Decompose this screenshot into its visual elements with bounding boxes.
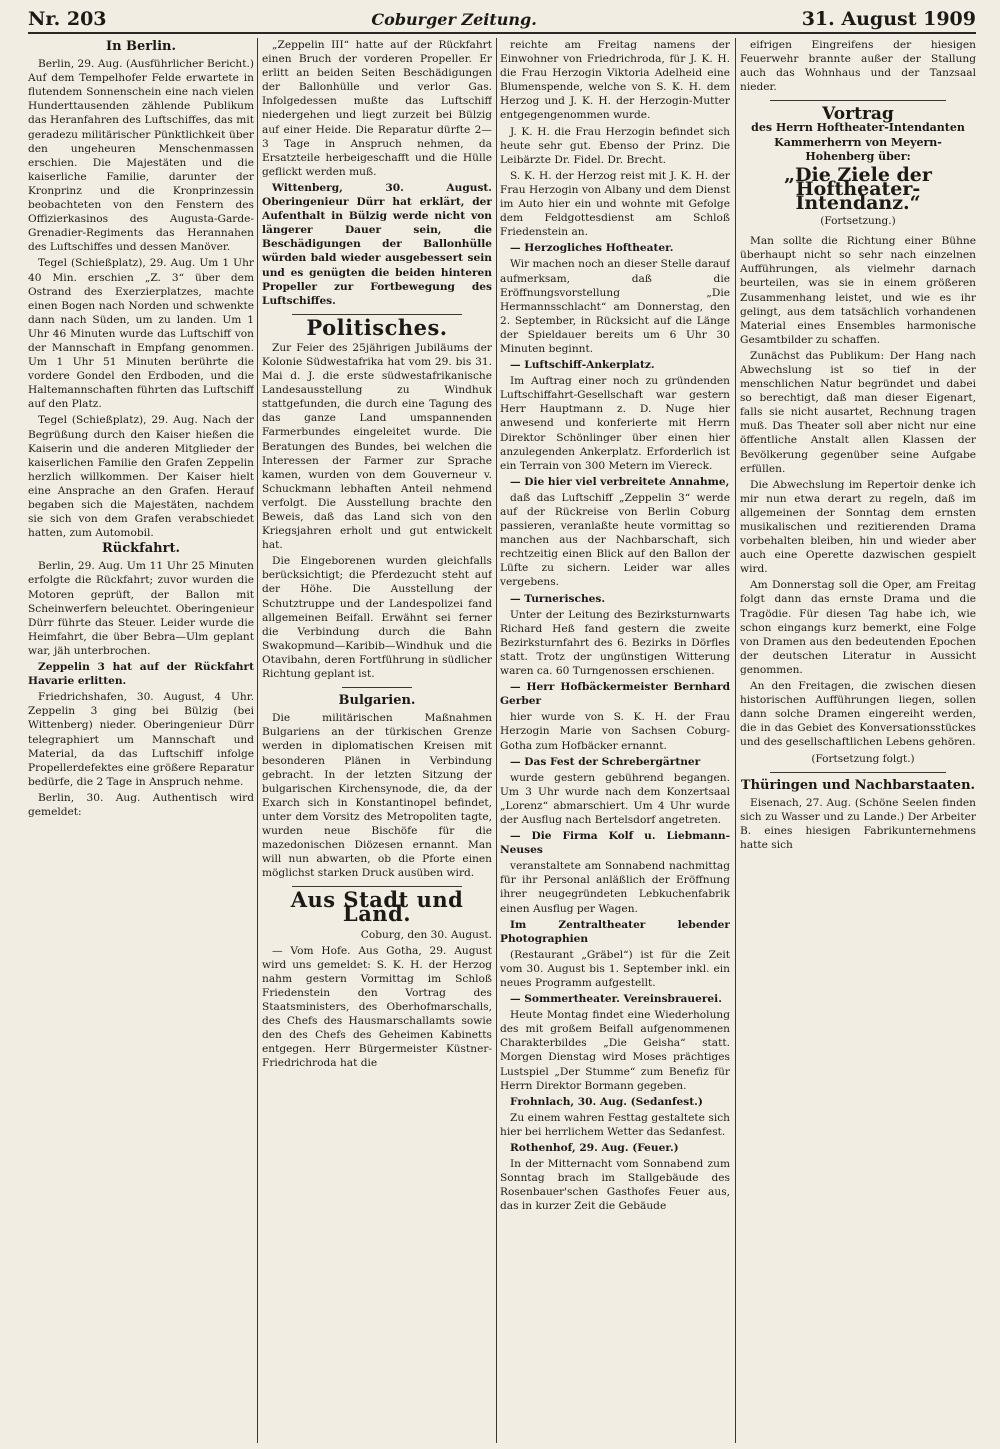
article-paragraph: Tegel (Schießplatz), 29. Aug. Nach der Begrüßung durch den Kaiser hießen die Kaiserin und die anderen Mitglieder der kaiserlichen Familie den Grafen Zeppelin herzlich willkommen. Der Kaiser hielt eine Ansprache an den Grafen. Herauf begaben sich die Majestäten, nachdem sie sich von dem Grafen verabschiedet hatten, zum Automobil. bbox=[28, 414, 254, 540]
section-rule bbox=[342, 687, 412, 688]
bold-headline: — Die Firma Kolf u. Liebmann-Neuses bbox=[500, 830, 730, 857]
continuation-note: (Fortsetzung.) bbox=[820, 215, 896, 228]
article-paragraph: eifrigen Eingreifens der hiesigen Feuerwehr brannte außer der Stallung auch das Wohnhaus und der Tanzsaal nieder. bbox=[740, 39, 976, 94]
article-paragraph: Unter der Leitung des Bezirksturnwarts Richard Heß fand gestern die zweite Bezirksturnfahrt des 6. Bezirks in Dörfles statt. Trotz der ungünstigen Witterung waren ca. 60 Turngenossen erschienen. bbox=[500, 608, 730, 678]
article-paragraph: daß das Luftschiff „Zeppelin 3“ werde auf der Rückreise von Berlin Coburg passieren, veranlaßte heute vormittag so manchen aus der Nachbarschaft, sich rechtzeitig einen Blick auf den Ballon der Lüfte zu sichern. Leider war alles vergebens. bbox=[500, 491, 730, 589]
bold-headline: — Turnerisches. bbox=[510, 592, 606, 605]
article-paragraph: Berlin, 29. Aug. Um 11 Uhr 25 Minuten erfolgte die Rückfahrt; zuvor wurden die Motoren geprüft, der Ballon mit Scheinwerfern beleuchtet. Oberingenieur Dürr führte das Steuer. Leider wurde die Heimfahrt, die über Bebra—Ulm geplant war, jäh unterbrochen. bbox=[28, 560, 254, 657]
article-paragraph: Zunächst das Publikum: Der Hang nach Abwechslung ist so tief in der menschlichen Natur begründet und dabei so berechtigt, daß man dieser Eigenart, falls sie nicht ausartet, Rechnung tragen muß. Das Theater soll aber nicht nur eine öffentliche Anstalt allen Klassen der Bevölkerung gegenüber seine Aufgabe erfüllen. bbox=[740, 349, 976, 475]
article-paragraph: — Vom Hofe. Aus Gotha, 29. August wird uns gemeldet: S. K. H. der Herzog nahm gestern Vormittag im Schloß Friedenstein den Vortrag des Staatsministers, des Oberhofmarschalls, des Chefs des Hausmarschallamts sowie den des Chefs des Geheimen Kabinetts entgegen. Herr Bürgermeister Küstner-Friedrichroda hat die bbox=[262, 944, 492, 1070]
article-paragraph: J. K. H. die Frau Herzogin befindet sich heute sehr gut. Ebenso der Prinz. Die Leibärzte Dr. Fidel. Dr. Brecht. bbox=[500, 125, 730, 166]
bold-headline: Wittenberg, 30. August. Oberingenieur Dürr hat erklärt, der Aufenthalt in Bülzig werde nicht von längerer Dauer sein, die Beschädigungen der Ballonhülle würden bald wieder ausgebessert sein und es genügten die beiden hinteren Propeller zur Fortbewegung des Luftschiffes. bbox=[262, 181, 492, 307]
section-heading: Politisches. bbox=[306, 314, 448, 340]
article-paragraph: In der Mitternacht vom Sonnabend zum Sonntag brach im Stallgebäude des Rosenbauer'schen Gasthofes Feuer aus, das in kurzer Zeit die Gebäude bbox=[500, 1158, 730, 1213]
article-paragraph: reichte am Freitag namens der Einwohner von Friedrichroda, für J. K. H. die Frau Herzogin Viktoria Adelheid eine Blumenspende, welche von S. K. H. dem Herzog und J. K. H. der Herzogin-Mutter entgegengenommen wurde. bbox=[500, 39, 730, 122]
section-heading: Bulgarien. bbox=[338, 693, 416, 709]
column-divider bbox=[735, 38, 736, 1443]
dateline: Coburg, den 30. August. bbox=[360, 928, 492, 941]
header-rule bbox=[28, 32, 976, 34]
column-3 bbox=[500, 38, 730, 1443]
article-paragraph: Die militärischen Maßnahmen Bulgariens an der türkischen Grenze werden in diplomatischen Kreisen mit besonderen Plänen in Verbindung gebracht. In der letzten Sitzung der bulgarischen Kirchensynode, die, da der Exarch sich in Konstantinopel befindet, unter dem Vorsitz des Metropoliten tagte, wurden neue Bischöfe für die mazedonischen Diözesen ernannt. Man will nun abwarten, ob die Pforte einen möglichst starken Druck ausüben wird. bbox=[262, 712, 492, 880]
section-rule bbox=[770, 772, 946, 773]
article-paragraph: Zu einem wahren Festtag gestaltete sich hier bei herrlichem Wetter das Sedanfest. bbox=[500, 1111, 730, 1138]
article-paragraph: wurde gestern gebührend begangen. Um 3 Uhr wurde nach dem Konzertsaal „Lorenz“ abmarschiert. Um 4 Uhr wurde der Ausflug nach Bertelsdorf angetreten. bbox=[500, 771, 730, 826]
column-divider bbox=[257, 38, 258, 1443]
section-heading: Thüringen und Nachbarstaaten. bbox=[740, 777, 976, 793]
lecture-subject: „Die Ziele der Hoftheater-Intendanz.“ bbox=[784, 163, 932, 214]
lecture-header bbox=[740, 104, 976, 228]
page-number: Nr. 203 bbox=[28, 8, 107, 30]
lecture-title: Vortrag bbox=[822, 104, 894, 125]
bold-headline: — Die hier viel verbreitete Annahme, bbox=[510, 475, 730, 488]
bold-headline: — Luftschiff-Ankerplatz. bbox=[510, 359, 655, 372]
bold-headline: Zeppelin 3 hat auf der Rückfahrt Havarie erlitten. bbox=[28, 661, 254, 688]
bold-headline: — Das Fest der Schrebergärtner bbox=[510, 755, 701, 768]
article-paragraph: „Zeppelin III“ hatte auf der Rückfahrt einen Bruch der vorderen Propeller. Er erlitt an beiden Seiten Beschädigungen der Ballonhülle und verlor Gas. Infolgedessen mußte das Luftschiff niedergehen und liegt zurzeit bei Bülzig auf einer Heide. Die Reparatur dürfte 2—3 Tage in Anspruch nehmen, da Ersatzteile herbeigeschafft und die Hülle geflickt werden muß. bbox=[262, 39, 492, 178]
article-paragraph: Eisenach, 27. Aug. (Schöne Seelen finden sich zu Wasser und zu Lande.) Der Arbeiter B. eines hiesigen Fabrikunternehmens hatte sich bbox=[740, 796, 976, 851]
section-heading: In Berlin. bbox=[105, 39, 177, 54]
article-paragraph: Zur Feier des 25jährigen Jubiläums der Kolonie Südwestafrika hat vom 29. bis 31. Mai d. J. die erste südwestafrikanische Landesausstellung zu Windhuk stattgefunden, die durch eine Tagung des das ganze Land umspannenden Farmerbundes eingeleitet wurde. Die Beratungen des Bundes, bei welchen die Interessen der Farmer zur Sprache kamen, wurden von dem Gouverneur v. Schuckmann lebhaften Anteil nehmend verfolgt. Die Ausstellung brachte den Beweis, daß das Land sich von den Kriegsjahren erholt und gut entwickelt hat. bbox=[262, 341, 492, 552]
section-heading: Aus Stadt und Land. bbox=[290, 887, 464, 927]
column-4 bbox=[740, 38, 976, 1443]
continuation-note: (Fortsetzung folgt.) bbox=[811, 752, 915, 765]
article-paragraph: veranstaltete am Sonnabend nachmittag für ihr Personal anläßlich der Eröffnung ihrer neugegründeten Lebkuchenfabrik einen Ausflug per Wagen. bbox=[500, 860, 730, 915]
article-paragraph: Heute Montag findet eine Wiederholung des mit großem Beifall aufgenommenen Charakterbildes „Die Geisha“ statt. Morgen Dienstag wird Moses prächtiges Lustspiel „Der Stumme“ zum Benefiz für Herrn Direktor Bormann gegeben. bbox=[500, 1009, 730, 1092]
bold-headline: Frohnlach, 30. Aug. (Sedanfest.) bbox=[510, 1095, 703, 1108]
article-paragraph: Die Eingeborenen wurden gleichfalls berücksichtigt; die Pferdezucht steht auf der Höhe. Die Ausstellung der Schutztruppe und der Landespolizei fand allgemeinen Beifall. Erwähnt sei ferner die Verbindung durch die Bahn Swakopmund—Karibib—Windhuk und die Otavibahn, deren Fortführung in südlicher Richtung geplant ist. bbox=[262, 555, 492, 681]
article-paragraph: Tegel (Schießplatz), 29. Aug. Um 1 Uhr 40 Min. erschien „Z. 3“ über dem Ostrand des Exerzierplatzes, machte einen Bogen nach Norden und schwenkte dann nach Süden, um zu landen. Um 1 Uhr 46 Minuten wurde das Luftschiff von der Mannschaft in Empfang genommen. Um 1 Uhr 51 Minuten berührte die vordere Gondel den Erdboden, und die Haltemannschaften führten das Luftschiff auf den Platz. bbox=[28, 257, 254, 411]
bold-headline: — Herr Hofbäckermeister Bernhard Gerber bbox=[500, 681, 730, 708]
article-paragraph: Wir machen noch an dieser Stelle darauf aufmerksam, daß die Eröffnungsvorstellung „Die Hermannsschlacht“ am Donnerstag, den 2. September, in Rücksicht auf die Länge der Spieldauer bereits um 6 Uhr 30 Minuten beginnt. bbox=[500, 258, 730, 355]
article-paragraph: Berlin, 29. Aug. (Ausführlicher Bericht.) Auf dem Tempelhofer Felde erwartete in flutendem Sonnenschein eine nach vielen Hunderttausenden zählende Publikum das Heranfahren des Luftschiffes, das mit geradezu militärischer Pünktlichkeit über den ungeheuren Menschenmassen erschien. Die Majestäten und die kaiserliche Familie, darunter der Kronprinz und die Kronprinzessin beobachteten von den Fenstern des Offizierkasinos des Augusta-Garde-Grenadier-Regiments das Herannahen des Luftschiffes und dessen Manöver. bbox=[28, 58, 254, 254]
article-paragraph: Man sollte die Richtung einer Bühne überhaupt nicht so sehr nach einzelnen Aufführungen, als vielmehr darnach beurteilen, was sie in einem größeren Zusammenhang leistet, und wie es ihr gelingt, aus dem tatsächlich vorhandenen Material eines Ensembles harmonische Gesamtbilder zu schaffen. bbox=[740, 235, 976, 346]
bold-headline: — Herzogliches Hoftheater. bbox=[510, 242, 674, 255]
masthead bbox=[28, 6, 976, 32]
article-paragraph: (Restaurant „Gräbel“) ist für die Zeit vom 30. August bis 1. September inkl. ein neues Programm aufgestellt. bbox=[500, 948, 730, 989]
article-paragraph: Im Auftrag einer noch zu gründenden Luftschiffahrt-Gesellschaft war gestern Herr Hauptmann z. D. Nuge hier anwesend und konferierte mit Herrn Direktor Schönlinger über einen hier anzulegenden Ankerplatz. Erforderlich ist ein Terrain von 300 Metern im Viereck. bbox=[500, 375, 730, 472]
article-paragraph: S. K. H. der Herzog reist mit J. K. H. der Frau Herzogin von Albany und dem Dienst im Auto hier ein und wohnte mit Gefolge dem Feldgottesdienst am Schloß Friedenstein an. bbox=[500, 169, 730, 239]
column-2 bbox=[262, 38, 492, 1443]
article-paragraph: hier wurde von S. K. H. der Frau Herzogin Marie von Sachsen Coburg-Gotha zum Hofbäcker ernannt. bbox=[500, 711, 730, 752]
article-paragraph: Friedrichshafen, 30. August, 4 Uhr. Zeppelin 3 ging bei Bülzig (bei Wittenberg) nieder. Oberingenieur Dürr telegraphiert um Mannschaft und Material, da das Luftschiff infolge Propellerdefektes eine größere Reparatur bedürfe, die 2 Tage in Anspruch nehme. bbox=[28, 691, 254, 788]
article-paragraph: Berlin, 30. Aug. Authentisch wird gemeldet: bbox=[28, 791, 254, 818]
section-rule bbox=[770, 100, 946, 101]
section-heading: Rückfahrt. bbox=[101, 541, 181, 557]
lecture-author: des Herrn Hoftheater-Intendanten Kammerherrn von Meyern-Hohenberg über: bbox=[751, 121, 965, 163]
bold-headline: Rothenhof, 29. Aug. (Feuer.) bbox=[510, 1142, 679, 1155]
article-paragraph: Die Abwechslung im Repertoir denke ich mir nun etwa derart zu regeln, daß im allgemeinen der Sonntag dem ernsten musikalischen und rezitierenden Drama vorbehalten bleiben, hin und wieder aber auch eine Operette dazwischen gespielt wird. bbox=[740, 478, 976, 576]
issue-date: 31. August 1909 bbox=[801, 8, 976, 30]
column-1 bbox=[28, 38, 254, 1443]
bold-headline: Im Zentraltheater lebender Photographien bbox=[500, 918, 730, 945]
column-divider bbox=[496, 38, 497, 1443]
newspaper-title: Coburger Zeitung. bbox=[371, 9, 537, 29]
bold-headline: — Sommertheater. Vereinsbrauerei. bbox=[510, 993, 722, 1006]
article-paragraph: Am Donnerstag soll die Oper, am Freitag folgt dann das ernste Drama und die Tragödie. Für diesen Tag habe ich, wie schon eingangs kurz bemerkt, eine Folge von Dramen aus den bedeutenden Epochen der deutschen Literatur in Aussicht genommen. bbox=[740, 579, 976, 676]
article-paragraph: An den Freitagen, die zwischen diesen historischen Aufführungen liegen, sollen dann solche Dramen eingereiht werden, die in das Gebiet des Konversationsstückes und des gesellschaftlichen Lebens gehören. bbox=[740, 680, 976, 749]
